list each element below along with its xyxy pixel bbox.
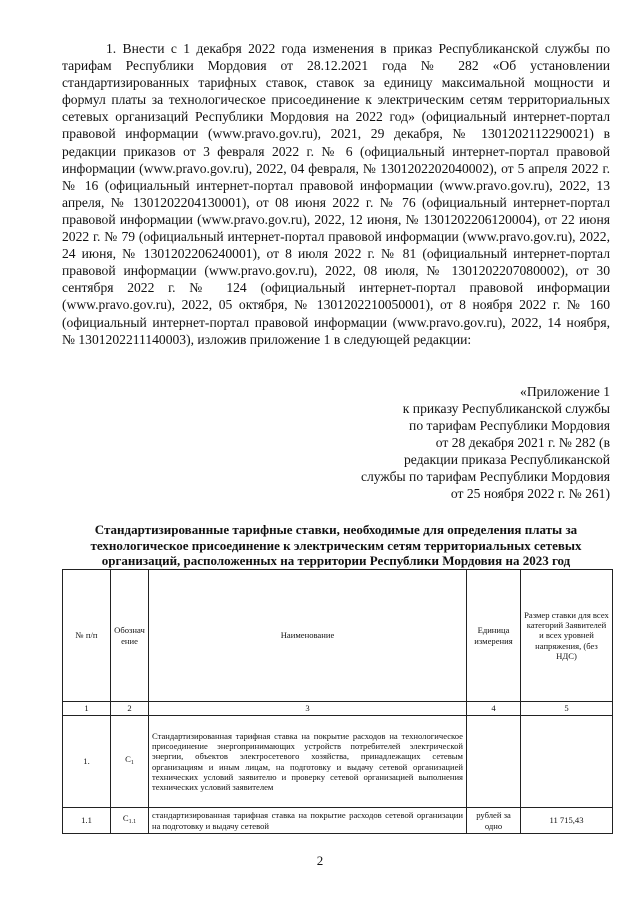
appendix-line: от 28 декабря 2021 г. № 282 (в xyxy=(435,435,610,450)
row-unit: рублей за одно xyxy=(467,808,521,834)
tariff-table xyxy=(62,569,613,834)
row-unit xyxy=(467,716,521,808)
appendix-reference xyxy=(350,383,610,502)
row-num: 1. xyxy=(63,716,111,808)
symbol-subscript: 1 xyxy=(130,760,134,767)
main-paragraph: 1. Внести с 1 декабря 2022 года изменения в приказ Республиканской службы по тарифам Республики Мордовия от 28.12.2021 года № 282 «Об установлении стандартизированных тарифных ставок, ставок за единицу максимальной мощности и формул платы за технологическое присоединение к электрическим сетям территориальных сетевых организаций Республики Мордовия на 2022 год» (официальный интернет-портал правовой информации (www.pravo.gov.ru), 2021, 29 декабря, № 1301202112290021) в редакции приказов от 3 февраля 2022 г. № 6 (официальный интернет-портал правовой информации (www.pravo.gov.ru), 2022, 04 февраля, № 1301202202040002), от 5 апреля 2022 г. № 16 (официальный интернет-портал правовой информации (www.pravo.gov.ru), 2022, 13 апреля, № 1301202204130001), от 08 июня 2022 г. № 76 (официальный интернет-портал правовой информации (www.pravo.gov.ru), 2022, 12 июня, № 1301202206120004), от 22 июня 2022 г. № 79 (официальный интернет-портал правовой информации (www.pravo.gov.ru), 2022, 24 июня, № 1301202206240001), от 8 июля 2022 г. № 81 (официальный интернет-портал правовой информации (www.pravo.gov.ru), 2022, 08 июля, № 1301202207080002), от 30 сентября 2022 г. № 124 (официальный интернет-портал правовой информации (www.pravo.gov.ru), 2022, 05 октября, № 1301202210050001), от 8 ноября 2022 г. № 160 (официальный интернет-портал правовой информации (www.pravo.gov.ru), 2022, 14 ноября, № 1301202211140003), изложив приложение 1 в следующей редакции: xyxy=(62,41,610,347)
table-row xyxy=(63,808,613,834)
appendix-line: к приказу Республиканской службы xyxy=(402,401,610,416)
appendix-line: «Приложение 1 xyxy=(520,384,610,399)
appendix-line: редакции приказа Республиканской xyxy=(403,452,610,467)
table-title: Стандартизированные тарифные ставки, необходимые для определения платы за технологическое присоединение к электрическим сетям территориальных сетевых организаций, расположенных на территории Республики Мордовия на 2023 год xyxy=(90,522,582,568)
symbol-subscript: 1.1 xyxy=(128,819,137,826)
appendix-line: от 25 ноября 2022 г. № 261) xyxy=(450,486,610,501)
symbol-letter: C xyxy=(122,813,129,824)
row-name: Стандартизированная тарифная ставка на покрытие расходов на технологическое присоединение энергопринимающих устройств потребителей электрической энергии, объектов электросетевого хозяйства, принадлежащих сетевым организациям и иным лицам, на подготовку и выдачу сетевой организацией технических условий заявителю и проверку сетевой организацией выполнения технических условий заявителем xyxy=(149,716,467,808)
row-rate xyxy=(521,716,613,808)
index-cell: 1 xyxy=(63,702,111,716)
index-cell: 4 xyxy=(467,702,521,716)
index-cell: 5 xyxy=(521,702,613,716)
row-name: стандартизированная тарифная ставка на покрытие расходов сетевой организации на подготовку и выдачу сетевой xyxy=(149,808,467,834)
header-num: № п/п xyxy=(63,570,111,702)
row-num: 1.1 xyxy=(63,808,111,834)
header-designation: Обозначение xyxy=(111,570,149,702)
page-number: 2 xyxy=(316,853,324,868)
table-index-row xyxy=(63,702,613,716)
table-header-row xyxy=(63,570,613,702)
index-cell: 2 xyxy=(111,702,149,716)
row-symbol xyxy=(111,808,149,834)
header-rate: Размер ставки для всех категорий Заявителей и всех уровней напряжения, (без НДС) xyxy=(521,570,613,702)
appendix-line: службы по тарифам Республики Мордовия xyxy=(360,469,610,484)
row-rate: 11 715,43 xyxy=(521,808,613,834)
appendix-line: по тарифам Республики Мордовия xyxy=(409,418,610,433)
symbol-letter: C xyxy=(125,754,131,765)
header-unit: Единица измерения xyxy=(467,570,521,702)
header-name: Наименование xyxy=(149,570,467,702)
row-symbol xyxy=(111,716,149,808)
table-row xyxy=(63,716,613,808)
index-cell: 3 xyxy=(149,702,467,716)
